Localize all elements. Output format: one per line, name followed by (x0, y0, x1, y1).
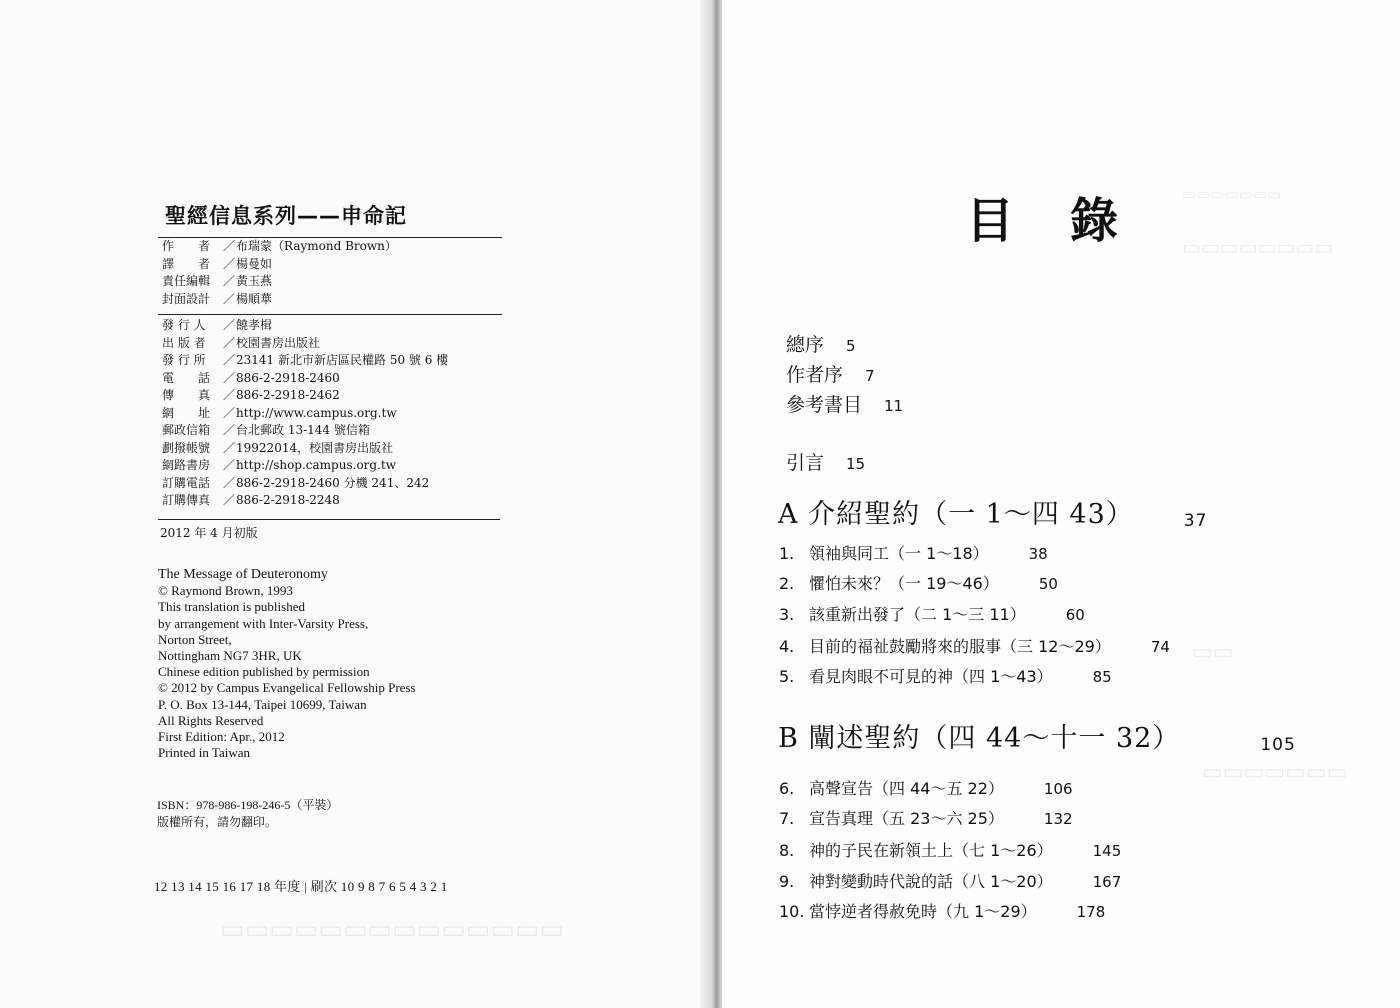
toc-chapter-item[interactable] (779, 776, 1073, 799)
credit-label: 封面設計 (162, 291, 211, 306)
english-line: P. O. Box 13-144, Taipei 10699, Taiwan (158, 696, 367, 712)
publisher-value: 886-2-2918-2248 (236, 493, 340, 507)
chapter-number: 3. (779, 605, 795, 624)
toc-item-title: 總序 (786, 334, 825, 356)
publisher-label: 發 行 所 (162, 353, 206, 367)
chapter-title: 神對變動時代說的話（八 1～20） (809, 872, 1053, 891)
chapter-page: 60 (1065, 606, 1085, 624)
bleed-through-text: ▭▭▭▭▭▭▭▭▭▭▭▭▭▭ (220, 915, 564, 945)
publisher-label: 郵政信箱 (162, 423, 211, 437)
publisher-label: 網路書房 (162, 458, 211, 472)
publisher-row: 出 版 者 ／ 校園書房出版社 (162, 335, 448, 353)
toc-chapter-item[interactable] (779, 571, 1058, 594)
chapter-page: 145 (1092, 842, 1122, 860)
publisher-value: 886-2-2918-2462 (236, 388, 340, 402)
bleed-through-text: ▭▭▭▭▭▭▭ (1202, 760, 1348, 785)
chapter-number: 8. (779, 841, 795, 860)
toc-front-item[interactable] (786, 360, 875, 387)
chapter-page: 106 (1043, 780, 1073, 798)
edition-date: 2012 年 4 月初版 (160, 526, 258, 540)
toc-item-page: 5 (846, 337, 856, 355)
rule-bottom (158, 519, 500, 520)
publisher-row: 劃撥帳號 ／ 19922014，校園書房出版社 (162, 440, 448, 458)
chapter-page: 50 (1038, 575, 1058, 593)
chapter-page: 178 (1076, 903, 1106, 921)
part-title: A 介紹聖約（一 1～四 43） (778, 499, 1134, 530)
toc-chapter-item[interactable] (779, 806, 1073, 829)
bleed-through-text: ▭▭▭▭▭▭▭▭ (1182, 235, 1334, 259)
toc-chapter-item[interactable] (779, 634, 1170, 657)
chapter-number: 4. (779, 637, 795, 656)
publisher-row: 電 話 ／ 886-2-2918-2460 (162, 370, 448, 388)
english-line: Norton Street, (158, 631, 232, 647)
publisher-row: 網 址 ／ http://www.campus.org.tw (162, 405, 448, 423)
publisher-label: 傳 真 (162, 388, 211, 402)
rule-middle (158, 314, 502, 315)
publisher-row: 發 行 人 ／ 饒孝楫 (162, 317, 448, 335)
english-line: This translation is published (158, 599, 305, 615)
toc-item-title: 作者序 (786, 364, 844, 386)
chapter-page: 38 (1028, 545, 1048, 563)
english-line: © Raymond Brown, 1993 (158, 583, 293, 599)
publisher-value: 校園書房出版社 (236, 335, 321, 350)
credit-row: 作 者 ／ 布瑞蒙（Raymond Brown） (162, 238, 397, 256)
publisher-row: 發 行 所 ／ 23141 新北市新店區民權路 50 號 6 樓 (162, 352, 448, 370)
toc-chapter-item[interactable] (779, 869, 1121, 892)
english-line: by arrangement with Inter-Varsity Press, (158, 615, 369, 631)
toc-item-page: 15 (846, 455, 866, 473)
credit-value: 楊順華 (236, 291, 273, 306)
publisher-value: 886-2-2918-2460 分機 241、242 (236, 475, 430, 490)
chapter-title: 目前的福祉鼓勵將來的服事（三 12～29） (809, 637, 1111, 656)
chapter-title: 懼怕未來？（一 19～46） (809, 574, 999, 593)
chapter-title: 看見肉眼不可見的神（四 1～43） (809, 667, 1053, 686)
publisher-row: 訂購傳真 ／ 886-2-2918-2248 (162, 492, 448, 510)
credit-label: 譯 者 (162, 256, 211, 271)
toc-front-item[interactable] (786, 330, 856, 357)
publisher-label: 出 版 者 (162, 335, 206, 350)
publisher-label: 發 行 人 (162, 318, 206, 332)
credit-label: 作 者 (162, 239, 211, 253)
part-page: 105 (1260, 735, 1296, 755)
chapter-title: 領袖與同工（一 1～18） (809, 544, 989, 563)
toc-title: 目錄 (966, 193, 1175, 249)
chapter-title: 神的子民在新領土上（七 1～26） (809, 841, 1053, 860)
credit-row: 封面設計 ／ 楊順華 (162, 291, 397, 309)
part-page: 37 (1183, 511, 1208, 531)
toc-part-a-heading[interactable] (778, 492, 1207, 531)
toc-item-page: 7 (865, 367, 875, 385)
toc-item-title: 參考書目 (786, 394, 863, 416)
credit-label: 責任編輯 (162, 274, 211, 288)
chapter-number: 7. (779, 809, 795, 828)
credit-value: 黃玉燕 (236, 274, 273, 288)
english-line: First Edition: Apr., 2012 (158, 729, 285, 745)
publisher-row: 訂購電話 ／ 886-2-2918-2460 分機 241、242 (162, 475, 448, 493)
credits-list (162, 238, 397, 308)
publisher-value: 19922014，校園書房出版社 (236, 440, 394, 455)
publisher-value: http://www.campus.org.tw (236, 405, 397, 420)
english-line: Chinese edition published by permission (158, 664, 370, 680)
bleed-through-text: ▭▭ (1192, 640, 1234, 665)
part-title: B 闡述聖約（四 44～十一 32） (778, 723, 1181, 754)
toc-chapter-item[interactable] (779, 602, 1085, 625)
english-line: Printed in Taiwan (158, 745, 251, 761)
publisher-label: 網 址 (162, 405, 211, 420)
toc-front-item[interactable] (786, 390, 903, 417)
chapter-page: 132 (1043, 810, 1073, 828)
chapter-number: 5. (779, 667, 795, 686)
chapter-number: 6. (779, 779, 795, 798)
bleed-through-text: ▭▭▭▭▭▭▭ (1182, 185, 1282, 203)
english-line: Nottingham NG7 3HR, UK (158, 648, 302, 664)
english-title: The Message of Deuteronomy (158, 567, 328, 582)
publisher-label: 電 話 (162, 370, 211, 385)
publisher-label: 劃撥帳號 (162, 440, 211, 455)
printing-line: 12 13 14 15 16 17 18 年度 | 刷次 10 9 8 7 6 5 4 3 2 1 (154, 879, 448, 894)
english-copyright-block (158, 567, 416, 761)
credit-row: 責任編輯 ／ 黃玉燕 (162, 273, 397, 291)
publisher-value: http://shop.campus.org.tw (236, 458, 396, 472)
chapter-title: 當悖逆者得赦免時（九 1～29） (809, 902, 1037, 921)
chapter-number: 1. (779, 544, 795, 563)
credit-value: 楊曼如 (236, 256, 273, 271)
toc-item-title: 引言 (786, 452, 825, 474)
publisher-value: 台北郵政 13-144 號信箱 (236, 423, 370, 437)
isbn: ISBN：978-986-198-246-5（平裝） (157, 798, 339, 812)
credit-value: 布瑞蒙（Raymond Brown） (236, 239, 397, 253)
toc-chapter-item[interactable] (779, 899, 1105, 922)
chapter-page: 167 (1092, 873, 1122, 891)
publisher-value: 886-2-2918-2460 (236, 370, 340, 385)
toc-item-page: 11 (884, 397, 904, 415)
publisher-value: 23141 新北市新店區民權路 50 號 6 樓 (236, 353, 449, 367)
english-line: © 2012 by Campus Evangelical Fellowship Press (158, 680, 416, 696)
toc-chapter-item[interactable] (779, 838, 1121, 861)
rights-notice: 版權所有，請勿翻印。 (157, 815, 278, 829)
chapter-page: 74 (1150, 638, 1170, 656)
toc-chapter-item[interactable] (779, 664, 1112, 687)
chapter-title: 該重新出發了（二 1～三 11） (809, 605, 1026, 624)
publisher-info-list (162, 317, 448, 510)
chapter-title: 宣告真理（五 23～六 25） (809, 809, 1004, 828)
chapter-number: 2. (779, 574, 795, 593)
publisher-value: 饒孝楫 (236, 318, 273, 332)
chapter-number: 9. (779, 872, 795, 891)
publisher-row: 傳 真 ／ 886-2-2918-2462 (162, 387, 448, 405)
chapter-page: 85 (1092, 668, 1112, 686)
chapter-title: 高聲宣告（四 44～五 22） (809, 779, 1004, 798)
publisher-label: 訂購電話 (162, 475, 211, 490)
publisher-row: 網路書房 ／ http://shop.campus.org.tw (162, 457, 448, 475)
publisher-row: 郵政信箱 ／ 台北郵政 13-144 號信箱 (162, 422, 448, 440)
isbn-block (157, 797, 338, 831)
toc-chapter-item[interactable] (779, 541, 1048, 564)
toc-intro[interactable] (786, 448, 865, 475)
toc-part-b-heading[interactable] (778, 716, 1296, 755)
english-line: All Rights Reserved (158, 712, 264, 728)
book-title: 聖經信息系列——申命記 (165, 204, 407, 228)
credit-row: 譯 者 ／ 楊曼如 (162, 256, 397, 274)
publisher-label: 訂購傳真 (162, 493, 211, 507)
chapter-number: 10. (779, 902, 805, 921)
